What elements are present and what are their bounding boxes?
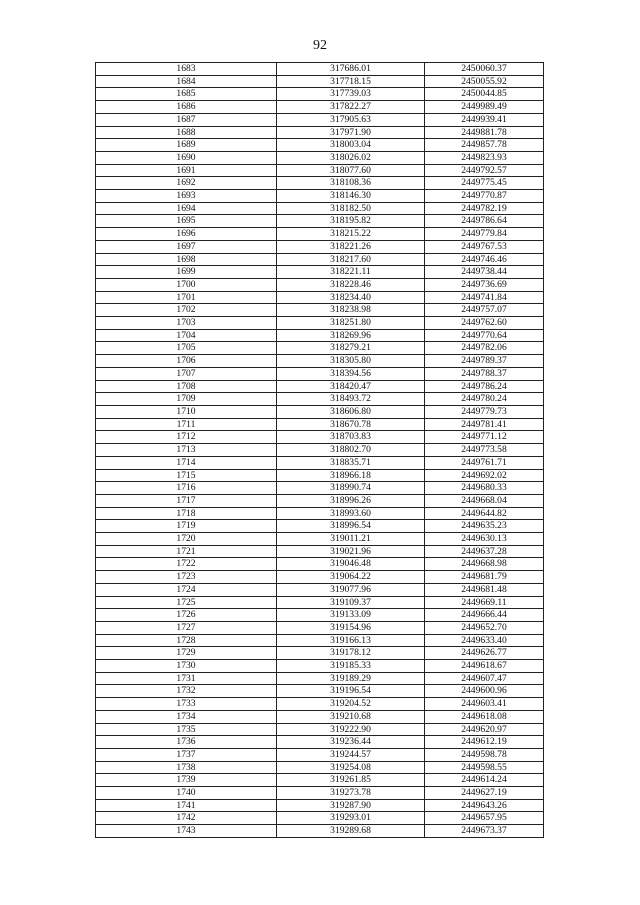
x-coordinate-cell: 318990.74 — [277, 482, 425, 495]
y-coordinate-cell: 2449786.64 — [425, 215, 544, 228]
x-coordinate-cell: 318606.80 — [277, 405, 425, 418]
y-coordinate-cell: 2449673.37 — [425, 825, 544, 838]
x-coordinate-cell: 319196.54 — [277, 685, 425, 698]
point-number-cell: 1692 — [96, 177, 277, 190]
table-row — [96, 431, 544, 444]
point-number-cell: 1686 — [96, 101, 277, 114]
y-coordinate-cell: 2449612.19 — [425, 736, 544, 749]
point-number-cell: 1738 — [96, 761, 277, 774]
x-coordinate-cell: 318077.60 — [277, 164, 425, 177]
x-coordinate-cell: 319046.48 — [277, 558, 425, 571]
point-number-cell: 1737 — [96, 748, 277, 761]
x-coordinate-cell: 318217.60 — [277, 253, 425, 266]
x-coordinate-cell: 319222.90 — [277, 723, 425, 736]
point-number-cell: 1713 — [96, 444, 277, 457]
table-row — [96, 380, 544, 393]
y-coordinate-cell: 2449600.96 — [425, 685, 544, 698]
table-row — [96, 647, 544, 660]
y-coordinate-cell: 2449637.28 — [425, 545, 544, 558]
x-coordinate-cell: 318279.21 — [277, 342, 425, 355]
x-coordinate-cell: 318493.72 — [277, 393, 425, 406]
table-row — [96, 317, 544, 330]
table-row — [96, 240, 544, 253]
x-coordinate-cell: 318195.82 — [277, 215, 425, 228]
table-row — [96, 558, 544, 571]
table-row — [96, 456, 544, 469]
table-row — [96, 367, 544, 380]
point-number-cell: 1708 — [96, 380, 277, 393]
table-row — [96, 266, 544, 279]
point-number-cell: 1739 — [96, 774, 277, 787]
x-coordinate-cell: 317718.15 — [277, 75, 425, 88]
x-coordinate-cell: 319261.85 — [277, 774, 425, 787]
point-number-cell: 1743 — [96, 825, 277, 838]
point-number-cell: 1705 — [96, 342, 277, 355]
table-row — [96, 507, 544, 520]
x-coordinate-cell: 318670.78 — [277, 418, 425, 431]
y-coordinate-cell: 2449792.57 — [425, 164, 544, 177]
table-row — [96, 710, 544, 723]
table-row — [96, 482, 544, 495]
y-coordinate-cell: 2449652.70 — [425, 621, 544, 634]
point-number-cell: 1703 — [96, 317, 277, 330]
point-number-cell: 1731 — [96, 672, 277, 685]
x-coordinate-cell: 318305.80 — [277, 355, 425, 368]
table-row — [96, 685, 544, 698]
y-coordinate-cell: 2449626.77 — [425, 647, 544, 660]
point-number-cell: 1718 — [96, 507, 277, 520]
x-coordinate-cell: 319254.08 — [277, 761, 425, 774]
y-coordinate-cell: 2449939.41 — [425, 113, 544, 126]
table-row — [96, 469, 544, 482]
y-coordinate-cell: 2449680.33 — [425, 482, 544, 495]
point-number-cell: 1726 — [96, 609, 277, 622]
table-row — [96, 151, 544, 164]
x-coordinate-cell: 318228.46 — [277, 278, 425, 291]
x-coordinate-cell: 319154.96 — [277, 621, 425, 634]
y-coordinate-cell: 2449598.55 — [425, 761, 544, 774]
y-coordinate-cell: 2449782.06 — [425, 342, 544, 355]
x-coordinate-cell: 318703.83 — [277, 431, 425, 444]
point-number-cell: 1698 — [96, 253, 277, 266]
point-number-cell: 1742 — [96, 812, 277, 825]
x-coordinate-cell: 319210.68 — [277, 710, 425, 723]
y-coordinate-cell: 2449668.04 — [425, 494, 544, 507]
table-row — [96, 342, 544, 355]
x-coordinate-cell: 319109.37 — [277, 596, 425, 609]
point-number-cell: 1721 — [96, 545, 277, 558]
x-coordinate-cell: 319236.44 — [277, 736, 425, 749]
x-coordinate-cell: 319273.78 — [277, 787, 425, 800]
table-row — [96, 126, 544, 139]
x-coordinate-cell: 318269.96 — [277, 329, 425, 342]
point-number-cell: 1700 — [96, 278, 277, 291]
x-coordinate-cell: 318835.71 — [277, 456, 425, 469]
x-coordinate-cell: 318238.98 — [277, 304, 425, 317]
y-coordinate-cell: 2450060.37 — [425, 63, 544, 76]
x-coordinate-cell: 317739.03 — [277, 88, 425, 101]
x-coordinate-cell: 318221.11 — [277, 266, 425, 279]
y-coordinate-cell: 2450055.92 — [425, 75, 544, 88]
table-row — [96, 253, 544, 266]
y-coordinate-cell: 2449786.24 — [425, 380, 544, 393]
y-coordinate-cell: 2449770.87 — [425, 190, 544, 203]
y-coordinate-cell: 2449770.64 — [425, 329, 544, 342]
table-row — [96, 698, 544, 711]
table-row — [96, 202, 544, 215]
x-coordinate-cell: 319021.96 — [277, 545, 425, 558]
point-number-cell: 1725 — [96, 596, 277, 609]
x-coordinate-cell: 319011.21 — [277, 533, 425, 546]
table-row — [96, 736, 544, 749]
table-row — [96, 215, 544, 228]
y-coordinate-cell: 2449635.23 — [425, 520, 544, 533]
y-coordinate-cell: 2449782.19 — [425, 202, 544, 215]
x-coordinate-cell: 319244.57 — [277, 748, 425, 761]
table-row — [96, 583, 544, 596]
table-row — [96, 520, 544, 533]
table-row — [96, 545, 544, 558]
point-number-cell: 1702 — [96, 304, 277, 317]
point-number-cell: 1684 — [96, 75, 277, 88]
table-row — [96, 723, 544, 736]
table-row — [96, 672, 544, 685]
point-number-cell: 1740 — [96, 787, 277, 800]
y-coordinate-cell: 2449746.46 — [425, 253, 544, 266]
point-number-cell: 1687 — [96, 113, 277, 126]
table-row — [96, 113, 544, 126]
table-row — [96, 393, 544, 406]
table-row — [96, 596, 544, 609]
y-coordinate-cell: 2449762.60 — [425, 317, 544, 330]
y-coordinate-cell: 2449657.95 — [425, 812, 544, 825]
point-number-cell: 1717 — [96, 494, 277, 507]
y-coordinate-cell: 2449780.24 — [425, 393, 544, 406]
y-coordinate-cell: 2449823.93 — [425, 151, 544, 164]
page-number: 92 — [313, 38, 327, 53]
table-row — [96, 571, 544, 584]
table-row — [96, 660, 544, 673]
x-coordinate-cell: 317686.01 — [277, 63, 425, 76]
point-number-cell: 1697 — [96, 240, 277, 253]
x-coordinate-cell: 319204.52 — [277, 698, 425, 711]
point-number-cell: 1715 — [96, 469, 277, 482]
x-coordinate-cell: 318966.18 — [277, 469, 425, 482]
y-coordinate-cell: 2449614.24 — [425, 774, 544, 787]
table-row — [96, 787, 544, 800]
point-number-cell: 1716 — [96, 482, 277, 495]
table-row — [96, 355, 544, 368]
table-row — [96, 63, 544, 76]
y-coordinate-cell: 2449643.26 — [425, 799, 544, 812]
table-row — [96, 418, 544, 431]
y-coordinate-cell: 2449789.37 — [425, 355, 544, 368]
x-coordinate-cell: 319287.90 — [277, 799, 425, 812]
x-coordinate-cell: 319289.68 — [277, 825, 425, 838]
point-number-cell: 1730 — [96, 660, 277, 673]
point-number-cell: 1709 — [96, 393, 277, 406]
y-coordinate-cell: 2449736.69 — [425, 278, 544, 291]
y-coordinate-cell: 2449598.78 — [425, 748, 544, 761]
point-number-cell: 1723 — [96, 571, 277, 584]
y-coordinate-cell: 2449779.84 — [425, 228, 544, 241]
x-coordinate-cell: 318234.40 — [277, 291, 425, 304]
y-coordinate-cell: 2449681.48 — [425, 583, 544, 596]
y-coordinate-cell: 2449668.98 — [425, 558, 544, 571]
table-row — [96, 228, 544, 241]
y-coordinate-cell: 2449607.47 — [425, 672, 544, 685]
x-coordinate-cell: 318003.04 — [277, 139, 425, 152]
y-coordinate-cell: 2449881.78 — [425, 126, 544, 139]
point-number-cell: 1719 — [96, 520, 277, 533]
x-coordinate-cell: 319133.09 — [277, 609, 425, 622]
point-number-cell: 1732 — [96, 685, 277, 698]
y-coordinate-cell: 2449757.07 — [425, 304, 544, 317]
x-coordinate-cell: 318146.30 — [277, 190, 425, 203]
x-coordinate-cell: 318394.56 — [277, 367, 425, 380]
table-row — [96, 88, 544, 101]
x-coordinate-cell: 318802.70 — [277, 444, 425, 457]
point-number-cell: 1710 — [96, 405, 277, 418]
x-coordinate-cell: 319064.22 — [277, 571, 425, 584]
y-coordinate-cell: 2449857.78 — [425, 139, 544, 152]
y-coordinate-cell: 2449692.02 — [425, 469, 544, 482]
x-coordinate-cell: 318026.02 — [277, 151, 425, 164]
x-coordinate-cell: 319185.33 — [277, 660, 425, 673]
x-coordinate-cell: 317971.90 — [277, 126, 425, 139]
y-coordinate-cell: 2449633.40 — [425, 634, 544, 647]
x-coordinate-cell: 318182.50 — [277, 202, 425, 215]
point-number-cell: 1707 — [96, 367, 277, 380]
table-row — [96, 278, 544, 291]
table-row — [96, 405, 544, 418]
y-coordinate-cell: 2449738.44 — [425, 266, 544, 279]
table-row — [96, 774, 544, 787]
y-coordinate-cell: 2449788.37 — [425, 367, 544, 380]
y-coordinate-cell: 2449620.97 — [425, 723, 544, 736]
point-number-cell: 1711 — [96, 418, 277, 431]
x-coordinate-cell: 318996.26 — [277, 494, 425, 507]
point-number-cell: 1724 — [96, 583, 277, 596]
point-number-cell: 1685 — [96, 88, 277, 101]
table-row — [96, 533, 544, 546]
point-number-cell: 1691 — [96, 164, 277, 177]
point-number-cell: 1689 — [96, 139, 277, 152]
point-number-cell: 1701 — [96, 291, 277, 304]
point-number-cell: 1695 — [96, 215, 277, 228]
x-coordinate-cell: 319077.96 — [277, 583, 425, 596]
x-coordinate-cell: 318993.60 — [277, 507, 425, 520]
point-number-cell: 1736 — [96, 736, 277, 749]
point-number-cell: 1706 — [96, 355, 277, 368]
table-row — [96, 304, 544, 317]
y-coordinate-cell: 2449666.44 — [425, 609, 544, 622]
y-coordinate-cell: 2449761.71 — [425, 456, 544, 469]
x-coordinate-cell: 319293.01 — [277, 812, 425, 825]
table-row — [96, 799, 544, 812]
point-number-cell: 1694 — [96, 202, 277, 215]
x-coordinate-cell: 318996.54 — [277, 520, 425, 533]
y-coordinate-cell: 2449771.12 — [425, 431, 544, 444]
x-coordinate-cell: 317905.63 — [277, 113, 425, 126]
point-number-cell: 1704 — [96, 329, 277, 342]
point-number-cell: 1728 — [96, 634, 277, 647]
table-row — [96, 177, 544, 190]
x-coordinate-cell: 317822.27 — [277, 101, 425, 114]
table-row — [96, 494, 544, 507]
x-coordinate-cell: 318420.47 — [277, 380, 425, 393]
coordinates-table — [95, 62, 544, 838]
table-body — [96, 63, 544, 838]
y-coordinate-cell: 2450044.85 — [425, 88, 544, 101]
y-coordinate-cell: 2449781.41 — [425, 418, 544, 431]
x-coordinate-cell: 318108.36 — [277, 177, 425, 190]
x-coordinate-cell: 318251.80 — [277, 317, 425, 330]
table-row — [96, 291, 544, 304]
x-coordinate-cell: 318221.26 — [277, 240, 425, 253]
table-row — [96, 761, 544, 774]
y-coordinate-cell: 2449767.53 — [425, 240, 544, 253]
table-row — [96, 101, 544, 114]
y-coordinate-cell: 2449779.73 — [425, 405, 544, 418]
point-number-cell: 1722 — [96, 558, 277, 571]
table-row — [96, 634, 544, 647]
point-number-cell: 1688 — [96, 126, 277, 139]
x-coordinate-cell: 319166.13 — [277, 634, 425, 647]
table-row — [96, 75, 544, 88]
point-number-cell: 1712 — [96, 431, 277, 444]
table-row — [96, 444, 544, 457]
y-coordinate-cell: 2449627.19 — [425, 787, 544, 800]
table-row — [96, 190, 544, 203]
point-number-cell: 1727 — [96, 621, 277, 634]
y-coordinate-cell: 2449773.58 — [425, 444, 544, 457]
x-coordinate-cell: 319178.12 — [277, 647, 425, 660]
x-coordinate-cell: 319189.29 — [277, 672, 425, 685]
y-coordinate-cell: 2449775.45 — [425, 177, 544, 190]
y-coordinate-cell: 2449989.49 — [425, 101, 544, 114]
y-coordinate-cell: 2449630.13 — [425, 533, 544, 546]
point-number-cell: 1733 — [96, 698, 277, 711]
point-number-cell: 1729 — [96, 647, 277, 660]
y-coordinate-cell: 2449603.41 — [425, 698, 544, 711]
table-row — [96, 609, 544, 622]
point-number-cell: 1683 — [96, 63, 277, 76]
y-coordinate-cell: 2449741.84 — [425, 291, 544, 304]
point-number-cell: 1693 — [96, 190, 277, 203]
y-coordinate-cell: 2449681.79 — [425, 571, 544, 584]
point-number-cell: 1690 — [96, 151, 277, 164]
y-coordinate-cell: 2449644.82 — [425, 507, 544, 520]
point-number-cell: 1714 — [96, 456, 277, 469]
point-number-cell: 1735 — [96, 723, 277, 736]
table-row — [96, 825, 544, 838]
table-row — [96, 329, 544, 342]
point-number-cell: 1696 — [96, 228, 277, 241]
y-coordinate-cell: 2449618.67 — [425, 660, 544, 673]
table-row — [96, 164, 544, 177]
point-number-cell: 1720 — [96, 533, 277, 546]
point-number-cell: 1734 — [96, 710, 277, 723]
table-row — [96, 812, 544, 825]
y-coordinate-cell: 2449618.08 — [425, 710, 544, 723]
table-row — [96, 621, 544, 634]
point-number-cell: 1699 — [96, 266, 277, 279]
table-row — [96, 748, 544, 761]
y-coordinate-cell: 2449669.11 — [425, 596, 544, 609]
table-row — [96, 139, 544, 152]
x-coordinate-cell: 318215.22 — [277, 228, 425, 241]
point-number-cell: 1741 — [96, 799, 277, 812]
